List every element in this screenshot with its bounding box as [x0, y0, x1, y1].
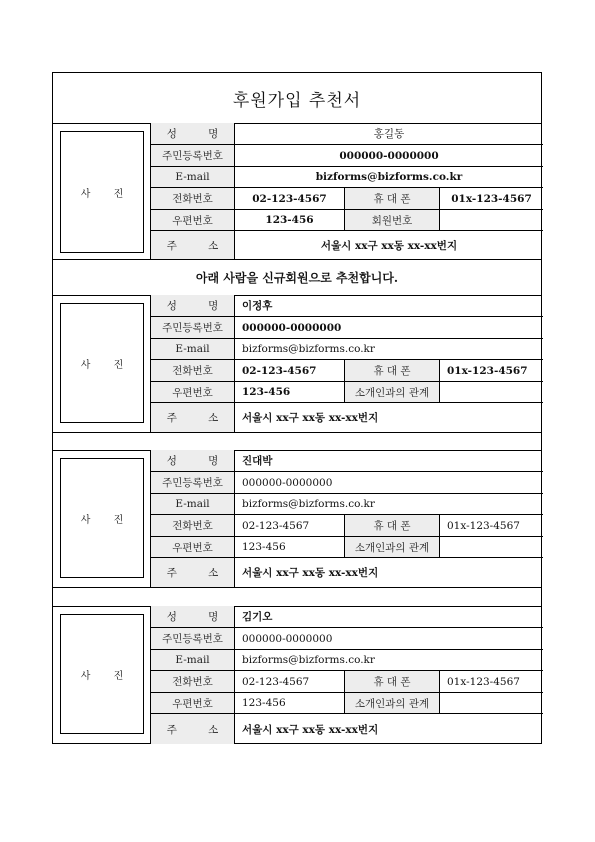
photo-placeholder — [60, 303, 144, 423]
email-row — [151, 650, 543, 671]
rrn-label: 주민등록번호 — [151, 628, 235, 649]
rrn-value[interactable]: 000000-0000000 — [339, 149, 439, 162]
relation-value[interactable] — [440, 693, 543, 713]
rrn-label: 주민등록번호 — [151, 317, 235, 338]
address-value[interactable]: 서울시 xx구 xx동 xx-xx번지 — [320, 239, 458, 252]
mobile-value[interactable]: 01x-123-4567 — [447, 675, 520, 688]
name-row — [151, 450, 543, 472]
rrn-value[interactable]: 000000-0000000 — [242, 632, 333, 645]
address-label: 주 소 — [151, 714, 235, 744]
phone-row — [151, 671, 543, 693]
candidate-section-1 — [53, 295, 541, 432]
recommendation-form — [52, 72, 542, 744]
name-row — [151, 606, 543, 628]
photo-placeholder — [60, 458, 144, 578]
zip-row — [151, 693, 543, 714]
zip-row — [151, 382, 543, 403]
zip-value[interactable]: 123-456 — [235, 537, 345, 557]
photo-label: 사 진 — [80, 514, 134, 526]
email-row — [151, 167, 543, 188]
phone-row — [151, 360, 543, 382]
zip-value[interactable]: 123-456 — [235, 210, 345, 230]
mobile-value[interactable]: 01x-123-4567 — [447, 519, 520, 532]
name-label: 성 명 — [151, 450, 235, 471]
address-row — [151, 403, 543, 432]
email-value[interactable]: bizforms@bizforms.co.kr — [242, 498, 375, 510]
relation-value[interactable] — [440, 537, 543, 557]
mobile-value[interactable]: 01x-123-4567 — [447, 364, 528, 377]
zip-label: 우편번호 — [151, 537, 235, 557]
address-label: 주 소 — [151, 558, 235, 587]
photo-label: 사 진 — [80, 359, 134, 371]
member-no-label: 회원번호 — [345, 210, 440, 230]
email-value[interactable]: bizforms@bizforms.co.kr — [242, 654, 375, 666]
photo-label: 사 진 — [80, 188, 134, 200]
email-row — [151, 494, 543, 515]
address-label: 주 소 — [151, 231, 235, 259]
rrn-value[interactable]: 000000-0000000 — [242, 476, 333, 489]
rrn-row — [151, 472, 543, 494]
relation-label: 소개인과의 관계 — [345, 537, 440, 557]
photo-column — [53, 295, 151, 432]
phone-label: 전화번호 — [151, 515, 235, 536]
photo-column — [53, 123, 151, 259]
rrn-row — [151, 628, 543, 650]
email-row — [151, 339, 543, 360]
zip-row — [151, 210, 543, 231]
rrn-value[interactable]: 000000-0000000 — [242, 321, 342, 334]
phone-label: 전화번호 — [151, 671, 235, 692]
address-label: 주 소 — [151, 403, 235, 432]
email-value[interactable]: bizforms@bizforms.co.kr — [242, 343, 375, 355]
address-value[interactable]: 서울시 xx구 xx동 xx-xx번지 — [242, 567, 379, 579]
email-label: E-mail — [151, 339, 235, 359]
name-row — [151, 295, 543, 317]
email-label: E-mail — [151, 494, 235, 514]
phone-row — [151, 515, 543, 537]
relation-label: 소개인과의 관계 — [345, 693, 440, 713]
mobile-value[interactable]: 01x-123-4567 — [451, 192, 532, 205]
candidate-info-grid — [151, 295, 543, 432]
photo-column — [53, 450, 151, 587]
divider — [53, 587, 541, 588]
name-label: 성 명 — [151, 295, 235, 316]
relation-label: 소개인과의 관계 — [345, 382, 440, 402]
address-row — [151, 558, 543, 587]
zip-label: 우편번호 — [151, 382, 235, 402]
zip-label: 우편번호 — [151, 210, 235, 230]
rrn-label: 주민등록번호 — [151, 145, 235, 166]
notice-text: 아래 사람을 신규회원으로 추천합니다. — [195, 270, 399, 285]
name-value[interactable]: 진대박 — [242, 455, 273, 467]
phone-row — [151, 188, 543, 210]
name-value[interactable]: 홍길동 — [373, 128, 405, 140]
address-value[interactable]: 서울시 xx구 xx동 xx-xx번지 — [242, 412, 379, 424]
zip-label: 우편번호 — [151, 693, 235, 713]
mobile-label: 휴 대 폰 — [345, 515, 440, 536]
phone-value[interactable]: 02-123-4567 — [235, 515, 345, 536]
phone-value[interactable]: 02-123-4567 — [235, 188, 345, 209]
recommender-section — [53, 123, 541, 259]
phone-value[interactable]: 02-123-4567 — [235, 671, 345, 692]
address-value[interactable]: 서울시 xx구 xx동 xx-xx번지 — [242, 723, 379, 736]
mobile-label: 휴 대 폰 — [345, 188, 440, 209]
rrn-row — [151, 317, 543, 339]
name-label: 성 명 — [151, 123, 235, 144]
zip-value[interactable]: 123-456 — [235, 693, 345, 713]
mobile-label: 휴 대 폰 — [345, 360, 440, 381]
phone-value[interactable]: 02-123-4567 — [235, 360, 345, 381]
zip-value[interactable]: 123-456 — [235, 382, 345, 402]
mobile-label: 휴 대 폰 — [345, 671, 440, 692]
phone-label: 전화번호 — [151, 188, 235, 209]
form-title: 후원가입 추천서 — [232, 90, 362, 111]
relation-value[interactable] — [440, 382, 543, 402]
rrn-label: 주민등록번호 — [151, 472, 235, 493]
email-label: E-mail — [151, 650, 235, 670]
candidate-section-2 — [53, 450, 541, 587]
photo-column — [53, 606, 151, 744]
name-label: 성 명 — [151, 606, 235, 627]
photo-label: 사 진 — [80, 670, 134, 682]
address-row — [151, 714, 543, 744]
phone-label: 전화번호 — [151, 360, 235, 381]
photo-placeholder — [60, 614, 144, 734]
name-value[interactable]: 김기오 — [242, 611, 273, 623]
name-value[interactable]: 이정후 — [242, 300, 273, 312]
address-row — [151, 231, 543, 259]
photo-placeholder — [60, 131, 144, 253]
zip-row — [151, 537, 543, 558]
name-row — [151, 123, 543, 145]
divider — [53, 432, 541, 433]
member-no-value[interactable] — [440, 210, 543, 230]
rrn-row — [151, 145, 543, 167]
recommender-info-grid — [151, 123, 543, 259]
email-label: E-mail — [151, 167, 235, 187]
candidate-section-3 — [53, 606, 541, 744]
candidate-info-grid — [151, 450, 543, 587]
candidate-info-grid — [151, 606, 543, 744]
email-value[interactable]: bizforms@bizforms.co.kr — [315, 171, 463, 183]
